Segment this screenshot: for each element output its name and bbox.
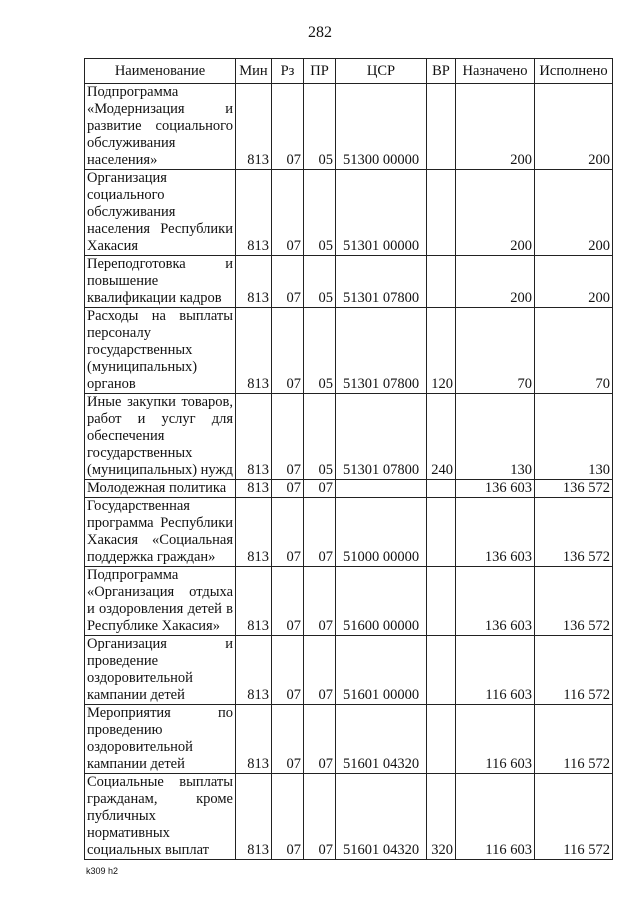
cell-name: Государственная программа Республики Хакасия «Социальная поддержка граждан» <box>85 498 236 567</box>
cell-csr: 51601 00000 <box>336 636 427 705</box>
cell-name: Расходы на выплаты персоналу государственных (муниципальных) органов <box>85 308 236 394</box>
header-vr: ВР <box>427 59 456 84</box>
cell-rz: 07 <box>272 256 304 308</box>
cell-pr: 05 <box>304 256 336 308</box>
header-rz: Рз <box>272 59 304 84</box>
cell-pr: 07 <box>304 705 336 774</box>
cell-executed: 136 572 <box>535 498 613 567</box>
cell-vr <box>427 256 456 308</box>
cell-assigned: 136 603 <box>456 498 535 567</box>
cell-pr: 05 <box>304 84 336 170</box>
cell-pr: 05 <box>304 170 336 256</box>
cell-csr: 51601 04320 <box>336 705 427 774</box>
cell-pr: 07 <box>304 567 336 636</box>
cell-name: Организация и проведение оздоровительной кампании детей <box>85 636 236 705</box>
cell-vr <box>427 480 456 498</box>
cell-vr <box>427 498 456 567</box>
table-row <box>85 394 613 480</box>
cell-executed: 116 572 <box>535 705 613 774</box>
cell-name: Организация социального обслуживания населения Республики Хакасия <box>85 170 236 256</box>
cell-assigned: 200 <box>456 170 535 256</box>
cell-csr: 51600 00000 <box>336 567 427 636</box>
cell-min: 813 <box>236 480 272 498</box>
cell-vr: 120 <box>427 308 456 394</box>
cell-executed: 136 572 <box>535 480 613 498</box>
cell-vr: 320 <box>427 774 456 860</box>
cell-executed: 200 <box>535 170 613 256</box>
cell-assigned: 70 <box>456 308 535 394</box>
cell-csr: 51300 00000 <box>336 84 427 170</box>
table-row <box>85 567 613 636</box>
cell-rz: 07 <box>272 84 304 170</box>
table-header-row <box>85 59 613 84</box>
cell-min: 813 <box>236 636 272 705</box>
cell-csr: 51601 04320 <box>336 774 427 860</box>
cell-assigned: 200 <box>456 256 535 308</box>
cell-min: 813 <box>236 84 272 170</box>
table-row <box>85 308 613 394</box>
cell-min: 813 <box>236 498 272 567</box>
cell-csr <box>336 480 427 498</box>
page-number: 282 <box>308 24 332 41</box>
header-name: Наименование <box>85 59 236 84</box>
footer-code: k309 h2 <box>86 866 119 876</box>
cell-rz: 07 <box>272 394 304 480</box>
cell-assigned: 200 <box>456 84 535 170</box>
cell-rz: 07 <box>272 170 304 256</box>
header-assigned: Назначено <box>456 59 535 84</box>
cell-name: Мероприятия по проведению оздоровительной кампании детей <box>85 705 236 774</box>
cell-executed: 130 <box>535 394 613 480</box>
budget-table <box>84 58 613 860</box>
table-row <box>85 636 613 705</box>
cell-vr <box>427 84 456 170</box>
cell-executed: 116 572 <box>535 774 613 860</box>
cell-executed: 136 572 <box>535 567 613 636</box>
cell-name: Молодежная политика <box>85 480 236 498</box>
cell-pr: 07 <box>304 636 336 705</box>
cell-min: 813 <box>236 170 272 256</box>
cell-rz: 07 <box>272 480 304 498</box>
cell-min: 813 <box>236 394 272 480</box>
cell-csr: 51000 00000 <box>336 498 427 567</box>
table-row <box>85 705 613 774</box>
cell-executed: 70 <box>535 308 613 394</box>
cell-csr: 51301 07800 <box>336 256 427 308</box>
cell-executed: 116 572 <box>535 636 613 705</box>
cell-min: 813 <box>236 705 272 774</box>
cell-csr: 51301 07800 <box>336 308 427 394</box>
cell-executed: 200 <box>535 84 613 170</box>
cell-rz: 07 <box>272 308 304 394</box>
cell-assigned: 136 603 <box>456 567 535 636</box>
cell-name: Подпрограмма «Модернизация и развитие социального обслуживания населения» <box>85 84 236 170</box>
header-executed: Исполнено <box>535 59 613 84</box>
header-min: Мин <box>236 59 272 84</box>
cell-executed: 200 <box>535 256 613 308</box>
cell-vr <box>427 705 456 774</box>
cell-rz: 07 <box>272 567 304 636</box>
table-row <box>85 256 613 308</box>
cell-csr: 51301 07800 <box>336 394 427 480</box>
cell-vr <box>427 636 456 705</box>
cell-vr <box>427 567 456 636</box>
cell-min: 813 <box>236 567 272 636</box>
header-pr: ПР <box>304 59 336 84</box>
cell-min: 813 <box>236 308 272 394</box>
cell-rz: 07 <box>272 705 304 774</box>
table-row <box>85 774 613 860</box>
cell-name: Иные закупки товаров, работ и услуг для обеспечения государственных (муниципальных) нужд <box>85 394 236 480</box>
cell-assigned: 116 603 <box>456 636 535 705</box>
cell-csr: 51301 00000 <box>336 170 427 256</box>
table-row <box>85 84 613 170</box>
cell-pr: 07 <box>304 774 336 860</box>
table-row <box>85 498 613 567</box>
cell-pr: 07 <box>304 480 336 498</box>
cell-rz: 07 <box>272 636 304 705</box>
table-body <box>85 84 613 860</box>
cell-assigned: 130 <box>456 394 535 480</box>
cell-rz: 07 <box>272 774 304 860</box>
cell-pr: 05 <box>304 308 336 394</box>
cell-assigned: 116 603 <box>456 705 535 774</box>
cell-assigned: 116 603 <box>456 774 535 860</box>
cell-name: Социальные выплаты гражданам, кроме публичных нормативных социальных выплат <box>85 774 236 860</box>
cell-min: 813 <box>236 256 272 308</box>
cell-rz: 07 <box>272 498 304 567</box>
cell-name: Переподготовка и повышение квалификации кадров <box>85 256 236 308</box>
table-row <box>85 480 613 498</box>
cell-name: Подпрограмма «Организация отдыха и оздоровления детей в Республике Хакасия» <box>85 567 236 636</box>
cell-min: 813 <box>236 774 272 860</box>
cell-vr: 240 <box>427 394 456 480</box>
cell-pr: 07 <box>304 498 336 567</box>
header-csr: ЦСР <box>336 59 427 84</box>
cell-vr <box>427 170 456 256</box>
table-row <box>85 170 613 256</box>
cell-pr: 05 <box>304 394 336 480</box>
cell-assigned: 136 603 <box>456 480 535 498</box>
